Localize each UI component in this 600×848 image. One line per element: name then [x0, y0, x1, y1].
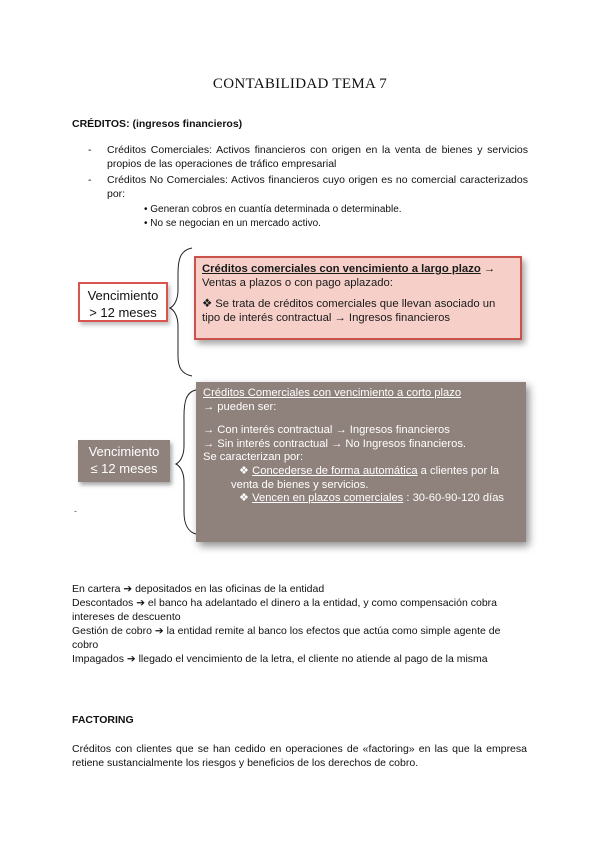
list-item: En cartera ➔ depositados en las oficinas de la entidad: [72, 583, 325, 595]
corto-title: Créditos Comerciales con vencimiento a corto plazo: [203, 387, 462, 399]
vencimiento-largo-box: Vencimiento > 12 meses: [78, 282, 168, 322]
corto-con: → Con interés contractual → Ingresos financieros: [203, 424, 450, 437]
factoring-text: Créditos con clientes que se han cedido en operaciones de «factoring» en las que la empresa retiene sustancialmente los riesgos y beneficios de los derechos de cobro.: [72, 743, 527, 769]
list-item: Gestión de cobro ➔ la entidad remite al banco los efectos que actúa como simple agente de cobro: [72, 625, 501, 651]
brace-bottom: [176, 390, 196, 534]
list-item-text: Créditos No Comerciales: Activos financieros cuyo origen es no comercial caracterizados por:: [107, 174, 528, 200]
corto-bullet-1: ❖ Concederse de forma automática a clientes por la venta de bienes y servicios.: [231, 464, 500, 491]
corto-line2: → pueden ser:: [203, 400, 277, 413]
sub-bullet: • Generan cobros en cuantía determinada o determinable.: [144, 204, 402, 215]
corto-bullet-2: ❖ Vencen en plazos comerciales : 30-60-90-120 días: [239, 492, 505, 505]
sub-bullet: • No se negocian en un mercado activo.: [144, 218, 321, 229]
estados-list: [72, 582, 527, 666]
brace-top: [170, 248, 192, 376]
largo-line2: Ventas a plazos o con pago aplazado:: [202, 277, 393, 289]
corto-caract: Se caracterizan por:: [203, 451, 304, 464]
vencimiento-corto-box: Vencimiento ≤ 12 meses: [78, 440, 170, 482]
stray-mark: -: [74, 506, 77, 516]
creditos-heading: CRÉDITOS: (ingresos financieros): [72, 118, 243, 130]
largo-plazo-box: Créditos comerciales con vencimiento a largo plazo → Ventas a plazos o con pago aplazado: ❖ Se trata de créditos comerciales que llevan asociado un tipo de interés contractual → Ingresos financieros: [194, 256, 522, 340]
list-item: Impagados ➔ llegado el vencimiento de la letra, el cliente no atiende al pago de la misma: [72, 653, 488, 665]
page-title: CONTABILIDAD TEMA 7: [212, 76, 388, 92]
largo-body: ❖ Se trata de créditos comerciales que llevan asociado un tipo de interés contractual → Ingresos financieros: [202, 298, 496, 324]
largo-title: Créditos comerciales con vencimiento a largo plazo: [202, 263, 481, 275]
list-item: Descontados ➔ el banco ha adelantado el dinero a la entidad, y como compensación cobra intereses de descuento: [72, 597, 497, 623]
factoring-heading: FACTORING: [72, 714, 134, 726]
list-item-text: Créditos Comerciales: Activos financieros con origen en la venta de bienes y servicios propios de las operaciones de tráfico empresarial: [107, 144, 528, 170]
corto-plazo-box: [196, 382, 526, 542]
list-item: - Créditos Comerciales: Activos financieros con origen en la venta de bienes y servicios propios de las operaciones de tráfico empresarial: [88, 144, 528, 170]
list-item: - Créditos No Comerciales: Activos financieros cuyo origen es no comercial caracterizados por:: [88, 174, 528, 200]
corto-sin: → Sin interés contractual → No Ingresos financieros.: [203, 437, 467, 450]
